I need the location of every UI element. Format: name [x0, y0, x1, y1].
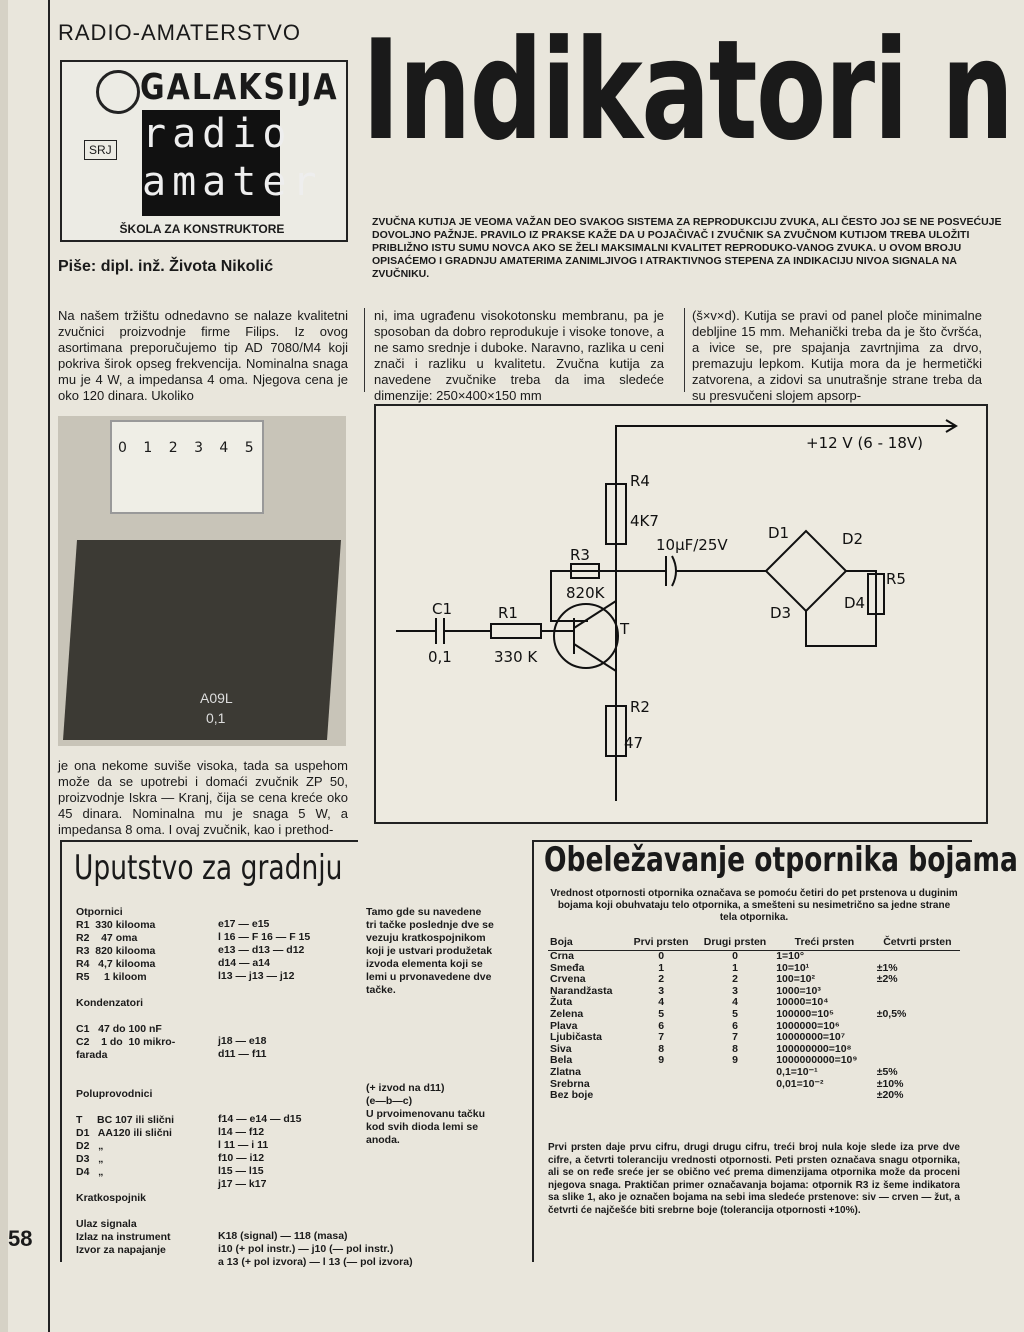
r1-label: R1: [498, 604, 518, 622]
table-cell: 6: [732, 1019, 738, 1032]
r3-value: 820K: [566, 584, 605, 602]
author-byline: Piše: dipl. inž. Života Nikolić: [58, 258, 274, 275]
body-col3: (š×v×d). Kutija se pravi od panel ploče minimalne debljine 15 mm. Mehanički treba da je što čvršća, a ivice se, pre spajanja zavrtnjima za drvo, premazuju lepkom. Kutija mora da je hermetički zatvorena, a zidovi sa unutrašnje strane treba da su presvučeni slojem apsorp-: [692, 308, 982, 403]
parts-note: Tamo gde su navedene tri tačke poslednje dve se vezuju kratkospojnikom koji je ustvari produžetak izvoda elementa koji se lemi u prvonavedene dve tačke.: [366, 906, 494, 996]
table-row: [548, 1044, 960, 1056]
table-cell: [626, 1079, 695, 1091]
pcb-photo: [63, 540, 341, 740]
color-code-intro: Vrednost otpornosti otpornika označava se pomoću četiri do pet prstenova u duginim bojama koji obuhvataju telo otpornika, a smešteni su nesimetrično sa jedne strane tela otpornika.: [550, 888, 958, 923]
lead-paragraph: ZVUČNA KUTIJA JE VEOMA VAŽAN DEO SVAKOG SISTEMA ZA REPRODUKCIJU ZVUKA, ALI ČESTO JOJ SE NE POSVEĆUJE DOVOLJNO PAŽNJE. PRAVILO IZ PRAKSE KAŽE DA U POJAČIVAČ I ZVUČNIK SA ZVUČNOM KUTIJOM TREBA ULOŽITI PRIBLIŽNO ISTU SUMU NOVCA AKO SE ŽELI MAKSIMALNI KVALITET REPRODUKO-VANOG ZVUKA. U OVOM BROJU OPISAĆEMO I GRADNJU AMATERIMA ZANIMLJIVOG I ATRAKTIVNOG STEPENA ZA INDIKACIJU NIVOA SIGNALA NA ZVUČNIKU.: [372, 216, 1002, 280]
column-divider: [684, 308, 685, 392]
d3-label: D3: [770, 604, 792, 622]
meter-photo: [110, 420, 264, 514]
table-cell: Siva: [550, 1042, 572, 1055]
table-cell: ±0,5%: [876, 1007, 907, 1020]
article-title: Indikatori n: [362, 10, 1013, 171]
table-header-cell: Prvi prsten: [626, 934, 695, 951]
table-cell: [626, 1067, 695, 1079]
parts-note2: (+ izvod na d11) (e—b—c) U prvoimenovanu tačku kod svih dioda lemi se anoda.: [366, 1082, 486, 1146]
table-cell: 100000000=10⁸: [776, 1042, 852, 1055]
table-cell: 1: [732, 961, 738, 974]
table-cell: 0: [732, 950, 738, 962]
photo-label: A09L: [200, 690, 233, 706]
school-label: ŠKOLA ZA KONSTRUKTORE: [119, 222, 285, 236]
body-col2: ni, ima ugrađenu visokotonsku membranu, pa je sposoban da dobro reprodukuje i visoke tonove, a ne samo srednje i duboke. Naravno, razlika u ceni znači i razliku u kvalitetu. Zvučna kutija za navedene zvučnike treba da ima sledeće dimenzije: 250×400×150 mm: [374, 308, 664, 403]
column-divider: [364, 308, 365, 392]
circuit-schematic: [374, 404, 988, 824]
table-cell: Zelena: [550, 1007, 584, 1020]
body-col1b: je ona nekome suviše visoka, tada sa uspehom može da se upotrebi i domaći zvučnik ZP 50, proizvodnje Iskra — Kranj, čija se cena kreće oko 45 dinara. Nominalna mu je snaga 5 W, a impedansa 8 oma. I ovaj zvučnik, kao i prethod-: [58, 758, 348, 837]
table-cell: 5: [658, 1007, 665, 1020]
table-cell: Srebrna: [550, 1077, 590, 1090]
r5-label: R5: [886, 570, 906, 588]
table-cell: [696, 1067, 774, 1079]
table-cell: 4: [658, 996, 665, 1009]
table-cell: 5: [732, 1007, 738, 1020]
table-cell: 7: [732, 1031, 738, 1044]
page-number: 58: [8, 1226, 33, 1251]
table-header-cell: Boja: [548, 934, 626, 951]
cap-label: 10μF/25V: [656, 536, 728, 554]
table-cell: [875, 986, 960, 998]
table-cell: 8: [658, 1042, 665, 1055]
table-cell: 1000000=10⁶: [776, 1019, 840, 1032]
table-row: [548, 1021, 960, 1033]
table-cell: 100=10²: [776, 973, 816, 986]
logo-line2: amater: [142, 159, 323, 205]
color-code-footnote: Prvi prsten daje prvu cifru, drugi drugu cifru, treći broj nula koje slede iza prve dve cifre, a četvrti toleranciju vrednosti otpornosti. Peti prsten označava snagu otpornika, ali se on ređe sreće jer se obično već prema dimenzijama otpornika može da proceni njegova snaga. Praktičan primer označavanja bojama: otpornik R3 iz šeme indikatora sa slike 1, ako je označen bojama na sebi ima sledeće prstenove: siv — crven — žut, a četvrti će najčešće biti srebrne boje (tolerancija otpornosti +10%).: [548, 1142, 960, 1216]
table-cell: Bez boje: [550, 1089, 594, 1102]
r1-symbol: [491, 624, 541, 638]
meter-scale: 0 1 2 3 4 5: [118, 440, 260, 456]
table-cell: 1000000000=10⁹: [776, 1054, 858, 1067]
table-cell: 1: [658, 961, 665, 974]
table-cell: [875, 1021, 960, 1033]
table-header-cell: Treći prsten: [774, 934, 875, 951]
table-row: [548, 951, 960, 963]
table-cell: Žuta: [550, 996, 573, 1009]
table-cell: 8: [732, 1042, 738, 1055]
table-cell: 10=10¹: [776, 961, 810, 974]
table-cell: 9: [732, 1054, 738, 1067]
c1-label: C1: [432, 600, 453, 618]
table-cell: [774, 1090, 875, 1102]
table-header-cell: Četvrti prsten: [875, 934, 960, 951]
page-gutter: [0, 0, 8, 1332]
color-code-table: [548, 934, 960, 1102]
table-cell: ±1%: [876, 961, 898, 974]
table-row: [548, 1032, 960, 1044]
table-cell: 2: [732, 973, 738, 986]
table-cell: [696, 1079, 774, 1091]
table-header-cell: Drugi prsten: [696, 934, 774, 951]
table-row: [548, 986, 960, 998]
t-label: T: [620, 620, 630, 638]
margin-rule: [48, 0, 50, 1332]
table-cell: ±20%: [876, 1089, 904, 1102]
table-cell: 10000=10⁴: [776, 996, 829, 1009]
table-cell: 0,1=10⁻¹: [776, 1065, 818, 1078]
table-cell: 10000000=10⁷: [776, 1031, 846, 1044]
table-cell: Smeđa: [550, 961, 585, 974]
table-cell: 7: [658, 1031, 665, 1044]
table-cell: Plava: [550, 1019, 578, 1032]
parts-list: Otpornici R1 330 kilooma R2 47 oma R3 820 kilooma R4 4,7 kilooma R5 1 kiloom Kondenzatori C1 47 do 100 nF C2 1 do 10 mikro- farada Poluprovodnici T BC 107 ili slični D1 AA120 ili slični D2 „ D3 „ D4 „ Kratkospojnik Ulaz signala Izlaz na instrument Izvor za napajanje: [76, 906, 176, 1256]
table-cell: ±5%: [876, 1065, 898, 1078]
d2-label: D2: [842, 530, 864, 548]
table-cell: [875, 951, 960, 963]
table-cell: ±10%: [876, 1077, 904, 1090]
photo-label: 0,1: [206, 710, 226, 726]
section-title: RADIO-AMATERSTVO: [58, 20, 301, 45]
table-row: [548, 1009, 960, 1021]
table-cell: [875, 1044, 960, 1056]
table-cell: Ljubičasta: [550, 1031, 602, 1044]
table-cell: 1=10°: [776, 950, 805, 962]
r2-value: 47: [624, 734, 644, 752]
table-cell: 3: [658, 984, 665, 997]
table-cell: ±2%: [876, 973, 898, 986]
table-row: [548, 1055, 960, 1067]
r3-label: R3: [570, 546, 590, 564]
table-cell: 0: [658, 950, 665, 962]
table-cell: 100000=10⁵: [776, 1007, 834, 1020]
supply-label: +12 V (6 - 18V): [806, 434, 923, 452]
table-cell: 9: [658, 1054, 665, 1067]
table-row: [548, 1067, 960, 1079]
table-cell: Zlatna: [550, 1065, 581, 1078]
r4-value: 4K7: [630, 512, 659, 530]
table-cell: 3: [732, 984, 738, 997]
body-col1: Na našem tržištu odnedavno se nalaze kvalitetni zvučnici proizvodnje firme Filips. Iz ovog asortimana preporučujemo tip AD 7080/M4 koji pokriva širok opseg frekvencija. Nominalna snaga mu je 4 W, a impedansa 4 oma. Njegova cena je oko 120 dinara. Ukoliko: [58, 308, 348, 403]
srj-badge: SRJ: [84, 140, 117, 160]
radio-amater-block: [142, 110, 323, 216]
logo-line1: radio: [142, 111, 293, 157]
bridge-rectifier: [766, 531, 846, 611]
logo-brand: GALAKSIJA: [140, 66, 339, 109]
schematic-svg: [376, 406, 986, 822]
table-cell: 0,01=10⁻²: [776, 1077, 824, 1090]
table-cell: Crvena: [550, 973, 586, 986]
transistor-symbol: [554, 604, 618, 668]
r4-label: R4: [630, 472, 650, 490]
table-cell: Bela: [550, 1054, 573, 1067]
galaksija-logo-icon: [96, 70, 140, 114]
table-cell: 2: [658, 973, 665, 986]
table-row: [548, 1090, 960, 1102]
uputstvo-title: Uputstvo za gradnju: [74, 848, 343, 888]
r1-value: 330 K: [494, 648, 538, 666]
d1-label: D1: [768, 524, 790, 542]
d4-label: D4: [844, 594, 866, 612]
c1-value: 0,1: [428, 648, 452, 666]
table-cell: 6: [658, 1019, 665, 1032]
table-cell: [696, 1090, 774, 1102]
color-code-title: Obeležavanje otpornika bojama: [544, 840, 1018, 880]
table-cell: Crna: [550, 950, 574, 962]
table-cell: 1000=10³: [776, 984, 821, 997]
table-header: [548, 934, 960, 951]
table-row: [548, 963, 960, 975]
table-cell: [626, 1090, 695, 1102]
table-cell: Narandžasta: [550, 984, 613, 997]
table-cell: 4: [732, 996, 738, 1009]
parts-connections: e17 — e15 l 16 — F 16 — F 15 e13 — d13 — d12 d14 — a14 l13 — j13 — j12 j18 — e18 d11 — f11 f14 — e14 — d15 l14 — f12 l 11 — i 11 f10 — i12 l15 — l15 j17 — k17 K18 (signal) — 118 (masa) i10 (+ pol instr.) — j10 (— pol instr.) a 13 (+ pol izvora) — l 13 (— pol izvora): [218, 918, 413, 1268]
table-cell: [875, 1032, 960, 1044]
r2-label: R2: [630, 698, 650, 716]
